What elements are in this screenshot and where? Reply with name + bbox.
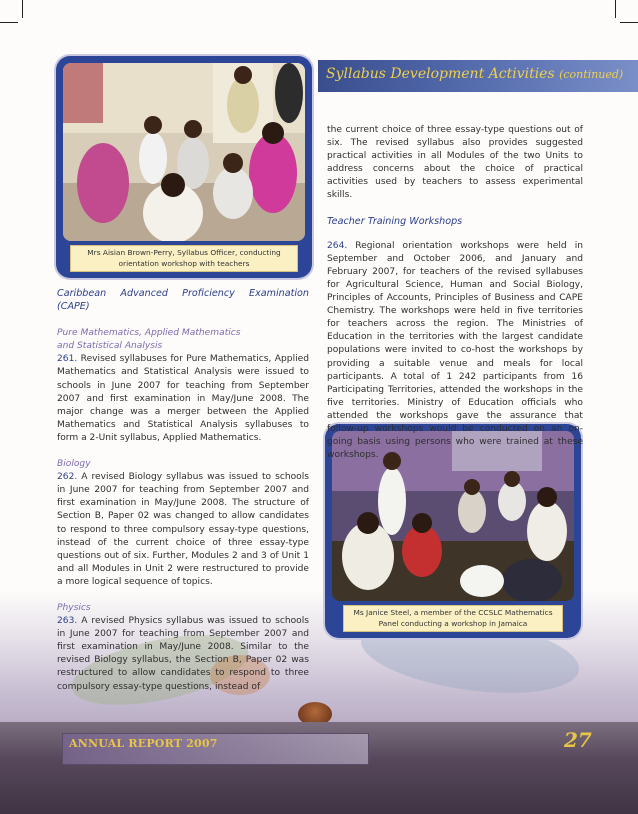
page-number: 27 [564, 728, 592, 752]
section-banner [318, 60, 638, 92]
paragraph-number: 263. [57, 616, 78, 627]
crop-mark [22, 0, 23, 18]
top-photo-frame [56, 56, 312, 278]
right-column [327, 124, 583, 471]
footer-report-label [62, 733, 369, 765]
biology-heading: Biology [57, 459, 91, 470]
workshop-photo-1 [63, 63, 305, 241]
top-photo-caption: Mrs Aisian Brown-Perry, Syllabus Officer, conducting orientation workshop with teachers [70, 245, 298, 272]
left-column [57, 287, 309, 703]
paragraph-261: 261. Revised syllabuses for Pure Mathematics, Applied Mathematics and Statistical Analysis were issued to schools in June 2007 for teaching from September 2007 and first examination in May/June 2008. The major change was a merger between the Applied Mathematics and Statistical Analysis syllabuses to form a 2-Unit syllabus, Applied Mathematics. [57, 354, 309, 443]
workshops-heading: Teacher Training Workshops [327, 215, 463, 227]
crop-mark [615, 0, 616, 18]
report-title: ANNUAL REPORT 2007 [69, 737, 218, 750]
banner-title: Syllabus Development Activities (continued) [326, 66, 624, 82]
physics-heading: Physics [57, 602, 91, 613]
paragraph-number: 264. [327, 240, 348, 251]
paragraph-262: 262. A revised Biology syllabus was issued to schools in June 2007 for teaching from September 2007 and first examination in May/June 2008. The structure of Section B, Paper 02 was changed to allow candidates to respond to three compulsory essay-type questions, instead of the current choice of three essay-type questions out of six. Further, Modules 2 and 3 of Unit 1 and all Modules in Unit 2 were restructured to provide a more logical sequence of topics. [57, 472, 309, 587]
crop-mark [620, 22, 638, 23]
paragraph-number: 261. [57, 354, 78, 365]
paragraph-number: 262. [57, 472, 78, 483]
paragraph-264: 264. Regional orientation workshops were held in September and October 2006, and January and February 2007, for teachers of the revised syllabuses for Agricultural Science, Human and Social Biology, Principles of Accounts, Principles of Business and CAPE Chemistry. The workshops were held in five territories for teachers across the region. The Ministries of Education in the territories with the largest candidate populations were invited to co-host the workshops by providing a suitable venue and meals for local participants. A total of 1 242 participants from 16 Participating Territories, attended the workshops in the five territories. Ministry of Education officials who attended the workshops gave the assurance that follow-up workshops would be conducted on an on-going basis using persons who were trained at these workshops. [327, 240, 583, 461]
cape-heading: Caribbean Advanced Proficiency Examination (CAPE) [57, 288, 309, 313]
paragraph-263: 263. A revised Physics syllabus was issued to schools in June 2007 for teaching from September 2007 and first examination in May/June 2008. Similar to the revised Biology syllabus, the Section B, Paper 02 was restructured to allow candidates to respond to three compulsory essay-type questions, instead of [57, 616, 309, 692]
pure-maths-heading: Pure Mathematics, Applied Mathematics and Statistical Analysis [57, 328, 241, 352]
continued-paragraph: the current choice of three essay-type questions out of six. The revised syllabus also provides suggested practical activities in all Modules of the two Units to address concerns about the choice of practical activities used by teachers to assess experimental skills. [327, 125, 583, 201]
workshop-photo-1-image [63, 63, 305, 241]
crop-mark [0, 22, 18, 23]
bottom-photo-caption: Ms Janice Steel, a member of the CCSLC Mathematics Panel conducting a workshop in Jamaica [343, 605, 563, 632]
